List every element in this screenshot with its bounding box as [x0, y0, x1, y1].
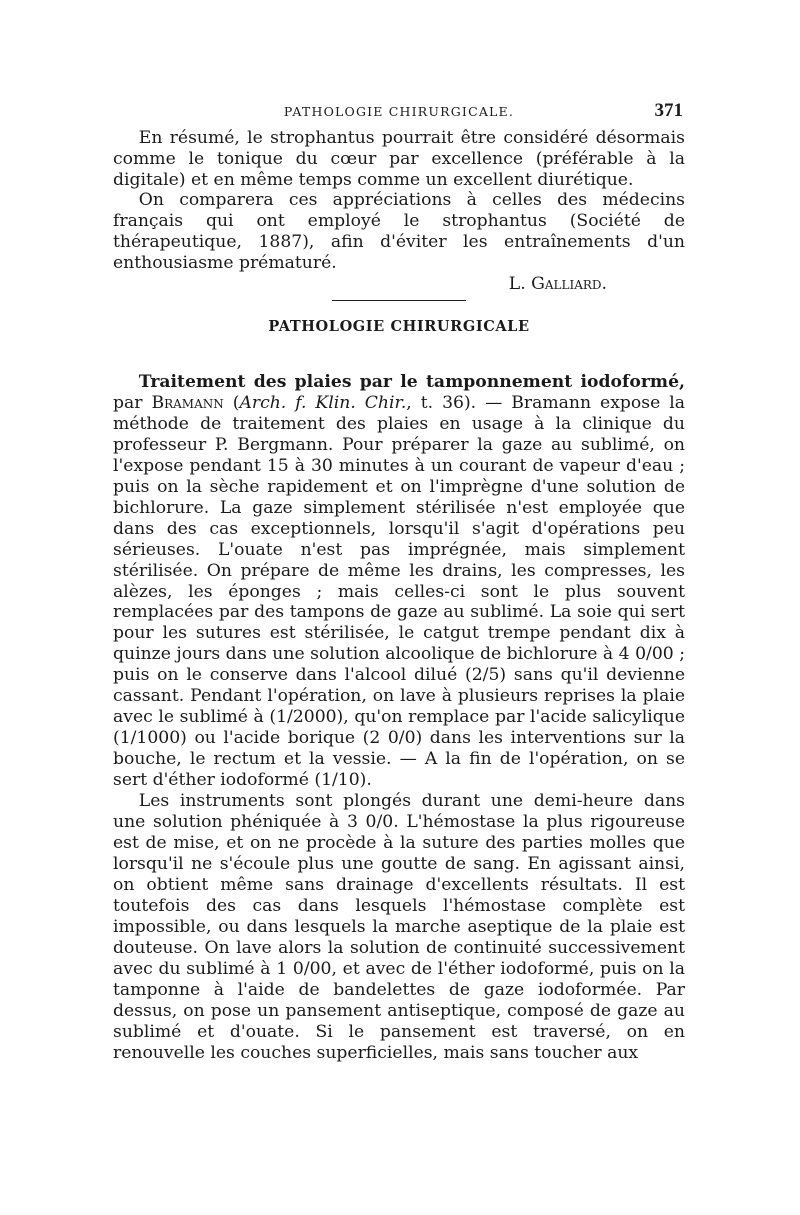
section-divider	[332, 300, 466, 301]
intro-paragraph-2: On comparera ces appréciations à celles des médecins français qui ont employé le strophantus (Société de thérapeutique, 1887), afin d'éviter les entraînements d'un enthousiasme prématuré.	[113, 190, 685, 273]
page-number: 371	[654, 100, 683, 121]
article-paragraph-1	[113, 372, 685, 791]
article-text-1: — Bramann expose la méthode de traitement des plaies en usage à la clinique du professeur P. Bergmann. Pour préparer la gaze au sublimé, on l'expose pendant 15 à 30 minutes à un courant de vapeur d'eau ; puis on la sèche rapidement et on l'imprègne d'une solution de bichlorure. La gaze simplement stérilisée n'est employée que dans des cas exceptionnels, lorsqu'il s'agit d'opérations peu sérieuses. L'ouate n'est pas imprégnée, mais simplement stérilisée. On prépare de même les drains, les compresses, les alèzes, les éponges ; mais celles-ci sont le plus souvent remplacées par des tampons de gaze au sublimé. La soie qui sert pour les sutures est stérilisée, le catgut trempe pendant dix à quinze jours dans une solution alcoolique de bichlorure à 4 0/00 ; puis on le conserve dans l'alcool dilué (2/5) sans qu'il devienne cassant. Pendant l'opération, on lave à plusieurs reprises la plaie avec le sublimé à (1/2000), qu'on remplace par l'acide salicylique (1/1000) ou l'acide borique (2 0/0) dans les interventions sur la bouche, le rectum et la vessie. — A la fin de l'opération, on se sert d'éther iodoformé (1/10).	[113, 392, 685, 791]
article-journal: Arch. f. Klin. Chir.	[239, 392, 407, 413]
intro-paragraph-1: En résumé, le strophantus pourrait être considéré désormais comme le tonique du cœur par excellence (préférable à la digitale) et en même temps comme un excellent diurétique.	[113, 128, 685, 190]
article-open-paren: (	[232, 392, 240, 413]
article-author: Bramann	[151, 392, 224, 413]
running-head	[113, 100, 685, 124]
article	[113, 372, 685, 1063]
article-by: par	[113, 392, 143, 413]
article-volume: , t. 36).	[406, 392, 477, 413]
intro-block	[113, 128, 685, 338]
article-title: Traitement des plaies par le tamponnement iodoformé,	[138, 372, 685, 392]
signature: L. Galliard.	[508, 273, 607, 294]
article-paragraph-2: Les instruments sont plongés durant une demi-heure dans une solution phéniquée à 3 0/0. L'hémostase la plus rigoureuse est de mise, et on ne procède à la suture des parties molles que lorsqu'il ne s'écoule plus une goutte de sang. En agissant ainsi, on obtient même sans drainage d'excellents résultats. Il est toutefois des cas dans lesquels l'hémostase complète est impossible, ou dans lesquels la marche aseptique de la plaie est douteuse. On lave alors la solution de continuité successivement avec du sublimé à 1 0/00, et avec de l'éther iodoformé, puis on la tamponne à l'aide de bandelettes de gaze iodoformée. Par dessus, on pose un pansement antiseptique, composé de gaze au sublimé et d'ouate. Si le pansement est traversé, on en renouvelle les couches superficielles, mais sans toucher aux	[113, 791, 685, 1063]
section-heading: PATHOLOGIE CHIRURGICALE	[268, 318, 530, 336]
running-head-title: PATHOLOGIE CHIRURGICALE.	[283, 104, 515, 119]
